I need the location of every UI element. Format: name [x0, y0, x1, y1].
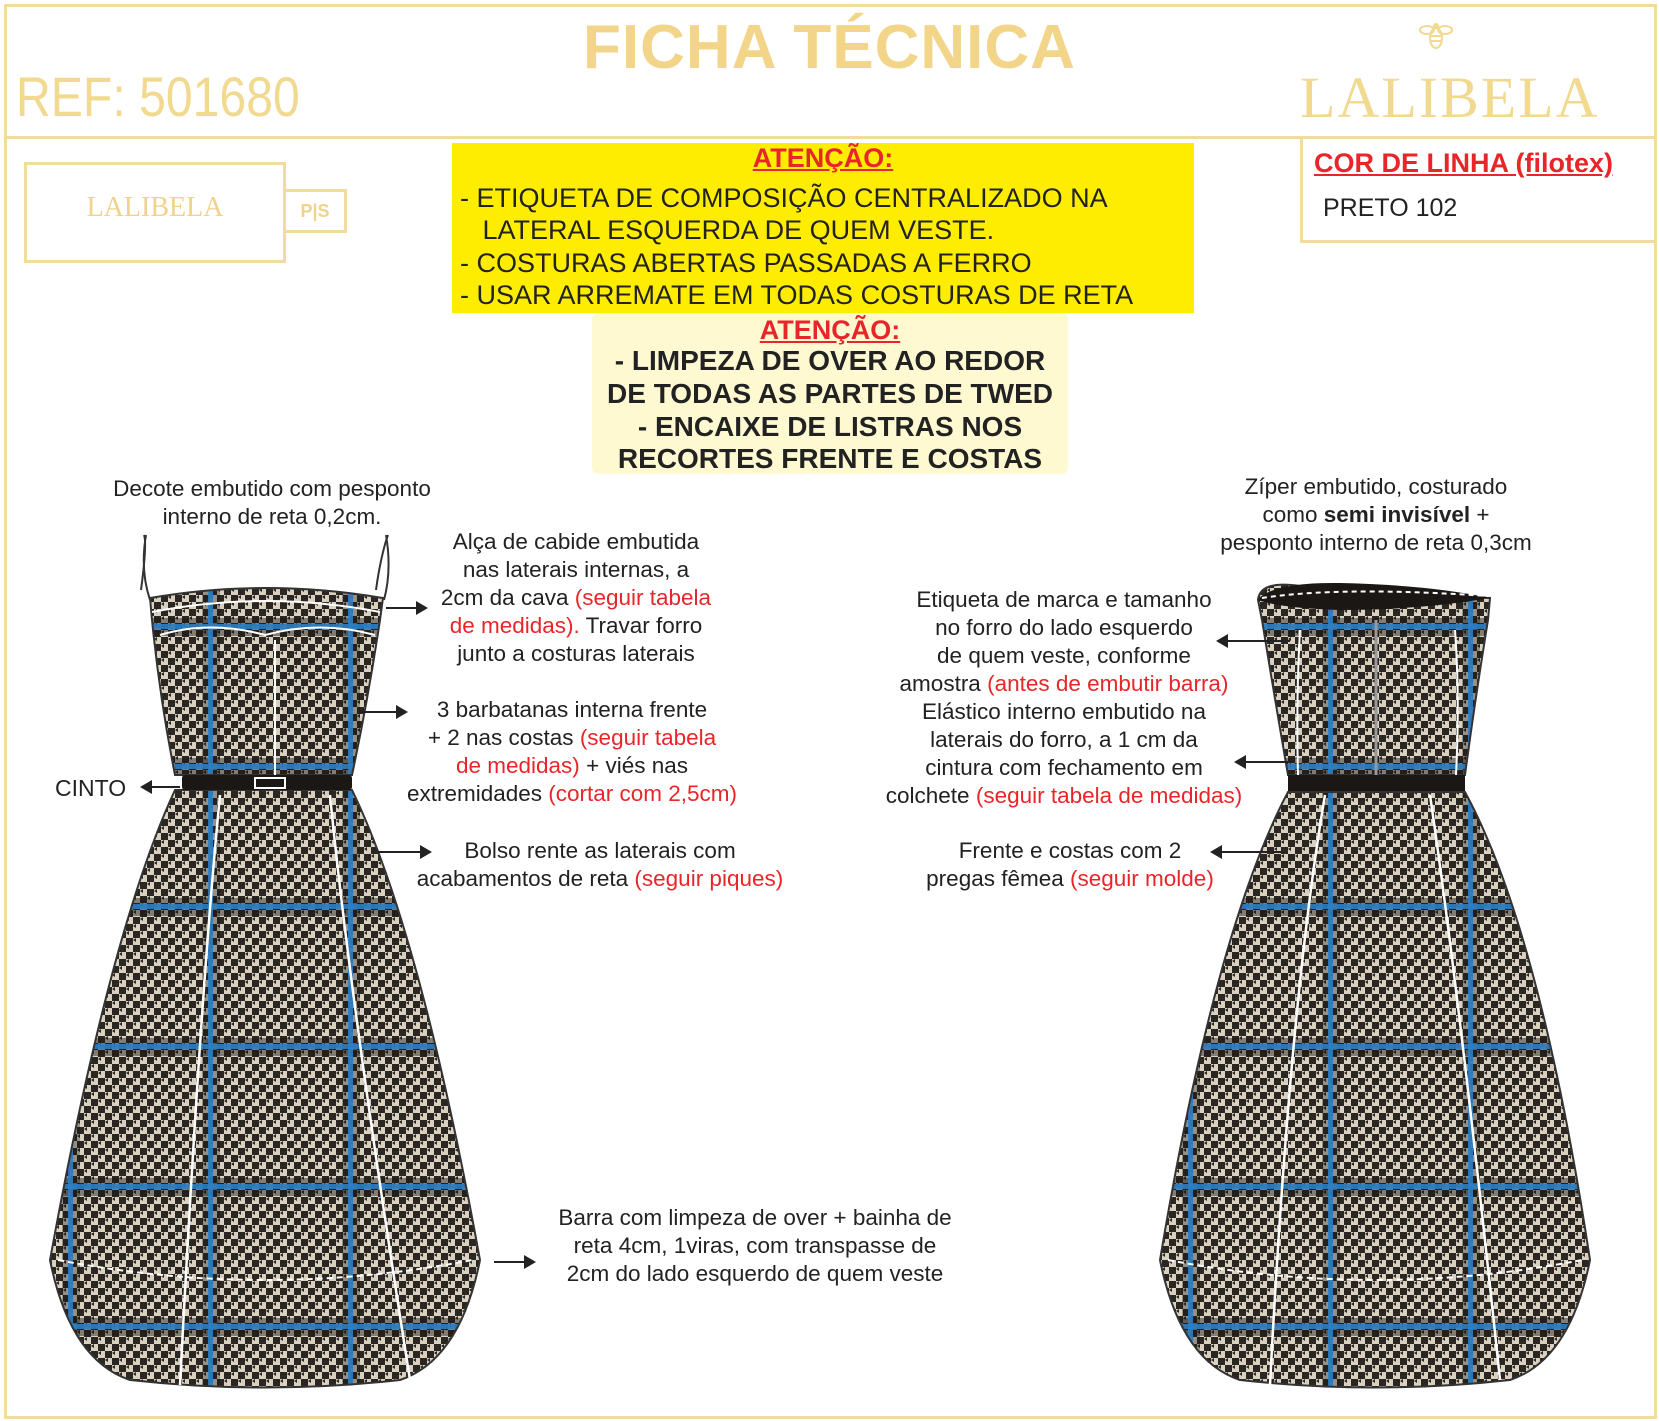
- attention-line-2: DE TODAS AS PARTES DE TWED: [607, 378, 1053, 409]
- attention-line-2: - LIMPEZA DE OVER AO REDOR: [614, 345, 1046, 376]
- note-pocket: Bolso rente as laterais com acabamentos de reta (seguir piques): [416, 838, 784, 891]
- attention-line-2: RECORTES FRENTE E COSTAS: [617, 443, 1043, 474]
- note-boning: 3 barbatanas interna frente + 2 nas costas (seguir tabela de medidas) + viés nas extremidades (cortar com 2,5cm): [406, 697, 738, 806]
- attention-line-2: - ENCAIXE DE LISTRAS NOS: [637, 411, 1023, 442]
- attention-line: - USAR ARREMATE EM TODAS COSTURAS DE RETA: [460, 280, 1134, 310]
- brand-label-text: LALIBELA: [86, 192, 224, 223]
- reference-number: REF: 501680: [16, 65, 300, 128]
- attention-line: LATERAL ESQUERDA DE QUEM VESTE.: [475, 215, 995, 245]
- front-dress: [50, 535, 480, 1388]
- note-hem: Barra com limpeza de over + bainha de reta 4cm, 1viras, com transpasse de 2cm do lado esquerdo de quem veste: [558, 1205, 952, 1286]
- brand-logo: LALIBELA: [1300, 65, 1600, 130]
- note-pleats: Frente e costas com 2 pregas fêmea (seguir molde): [926, 838, 1214, 891]
- note-label-elastic: Etiqueta de marca e tamanho no forro do lado esquerdo de quem veste, conforme amostra (antes de embutir barra) Elástico interno embutido na laterais do forro, a 1 cm da cintura com fechamento em colchete (seguir tabela de medidas): [885, 587, 1243, 808]
- attention-line: - COSTURAS ABERTAS PASSADAS A FERRO: [460, 248, 1032, 278]
- thread-color-title: COR DE LINHA (filotex): [1314, 148, 1613, 178]
- page-title: FICHA TÉCNICA: [583, 13, 1076, 82]
- note-hanger-loop: Alça de cabide embutida nas laterais internas, a 2cm da cava (seguir tabela de medidas). Travar forro junto a costuras laterais: [440, 529, 712, 666]
- attention-title: ATENÇÃO:: [752, 143, 894, 173]
- attention-title-2: ATENÇÃO:: [759, 315, 901, 345]
- size-tag: P|S: [283, 189, 347, 233]
- note-belt: CINTO: [55, 775, 127, 801]
- note-neckline: Decote embutido com pesponto interno de reta 0,2cm.: [113, 476, 431, 529]
- thread-color-value: PRETO 102: [1323, 194, 1458, 222]
- attention-line: - ETIQUETA DE COMPOSIÇÃO CENTRALIZADO NA: [460, 183, 1108, 213]
- note-zipper: Zíper embutido, costurado como semi invisível + pesponto interno de reta 0,3cm: [1220, 474, 1532, 555]
